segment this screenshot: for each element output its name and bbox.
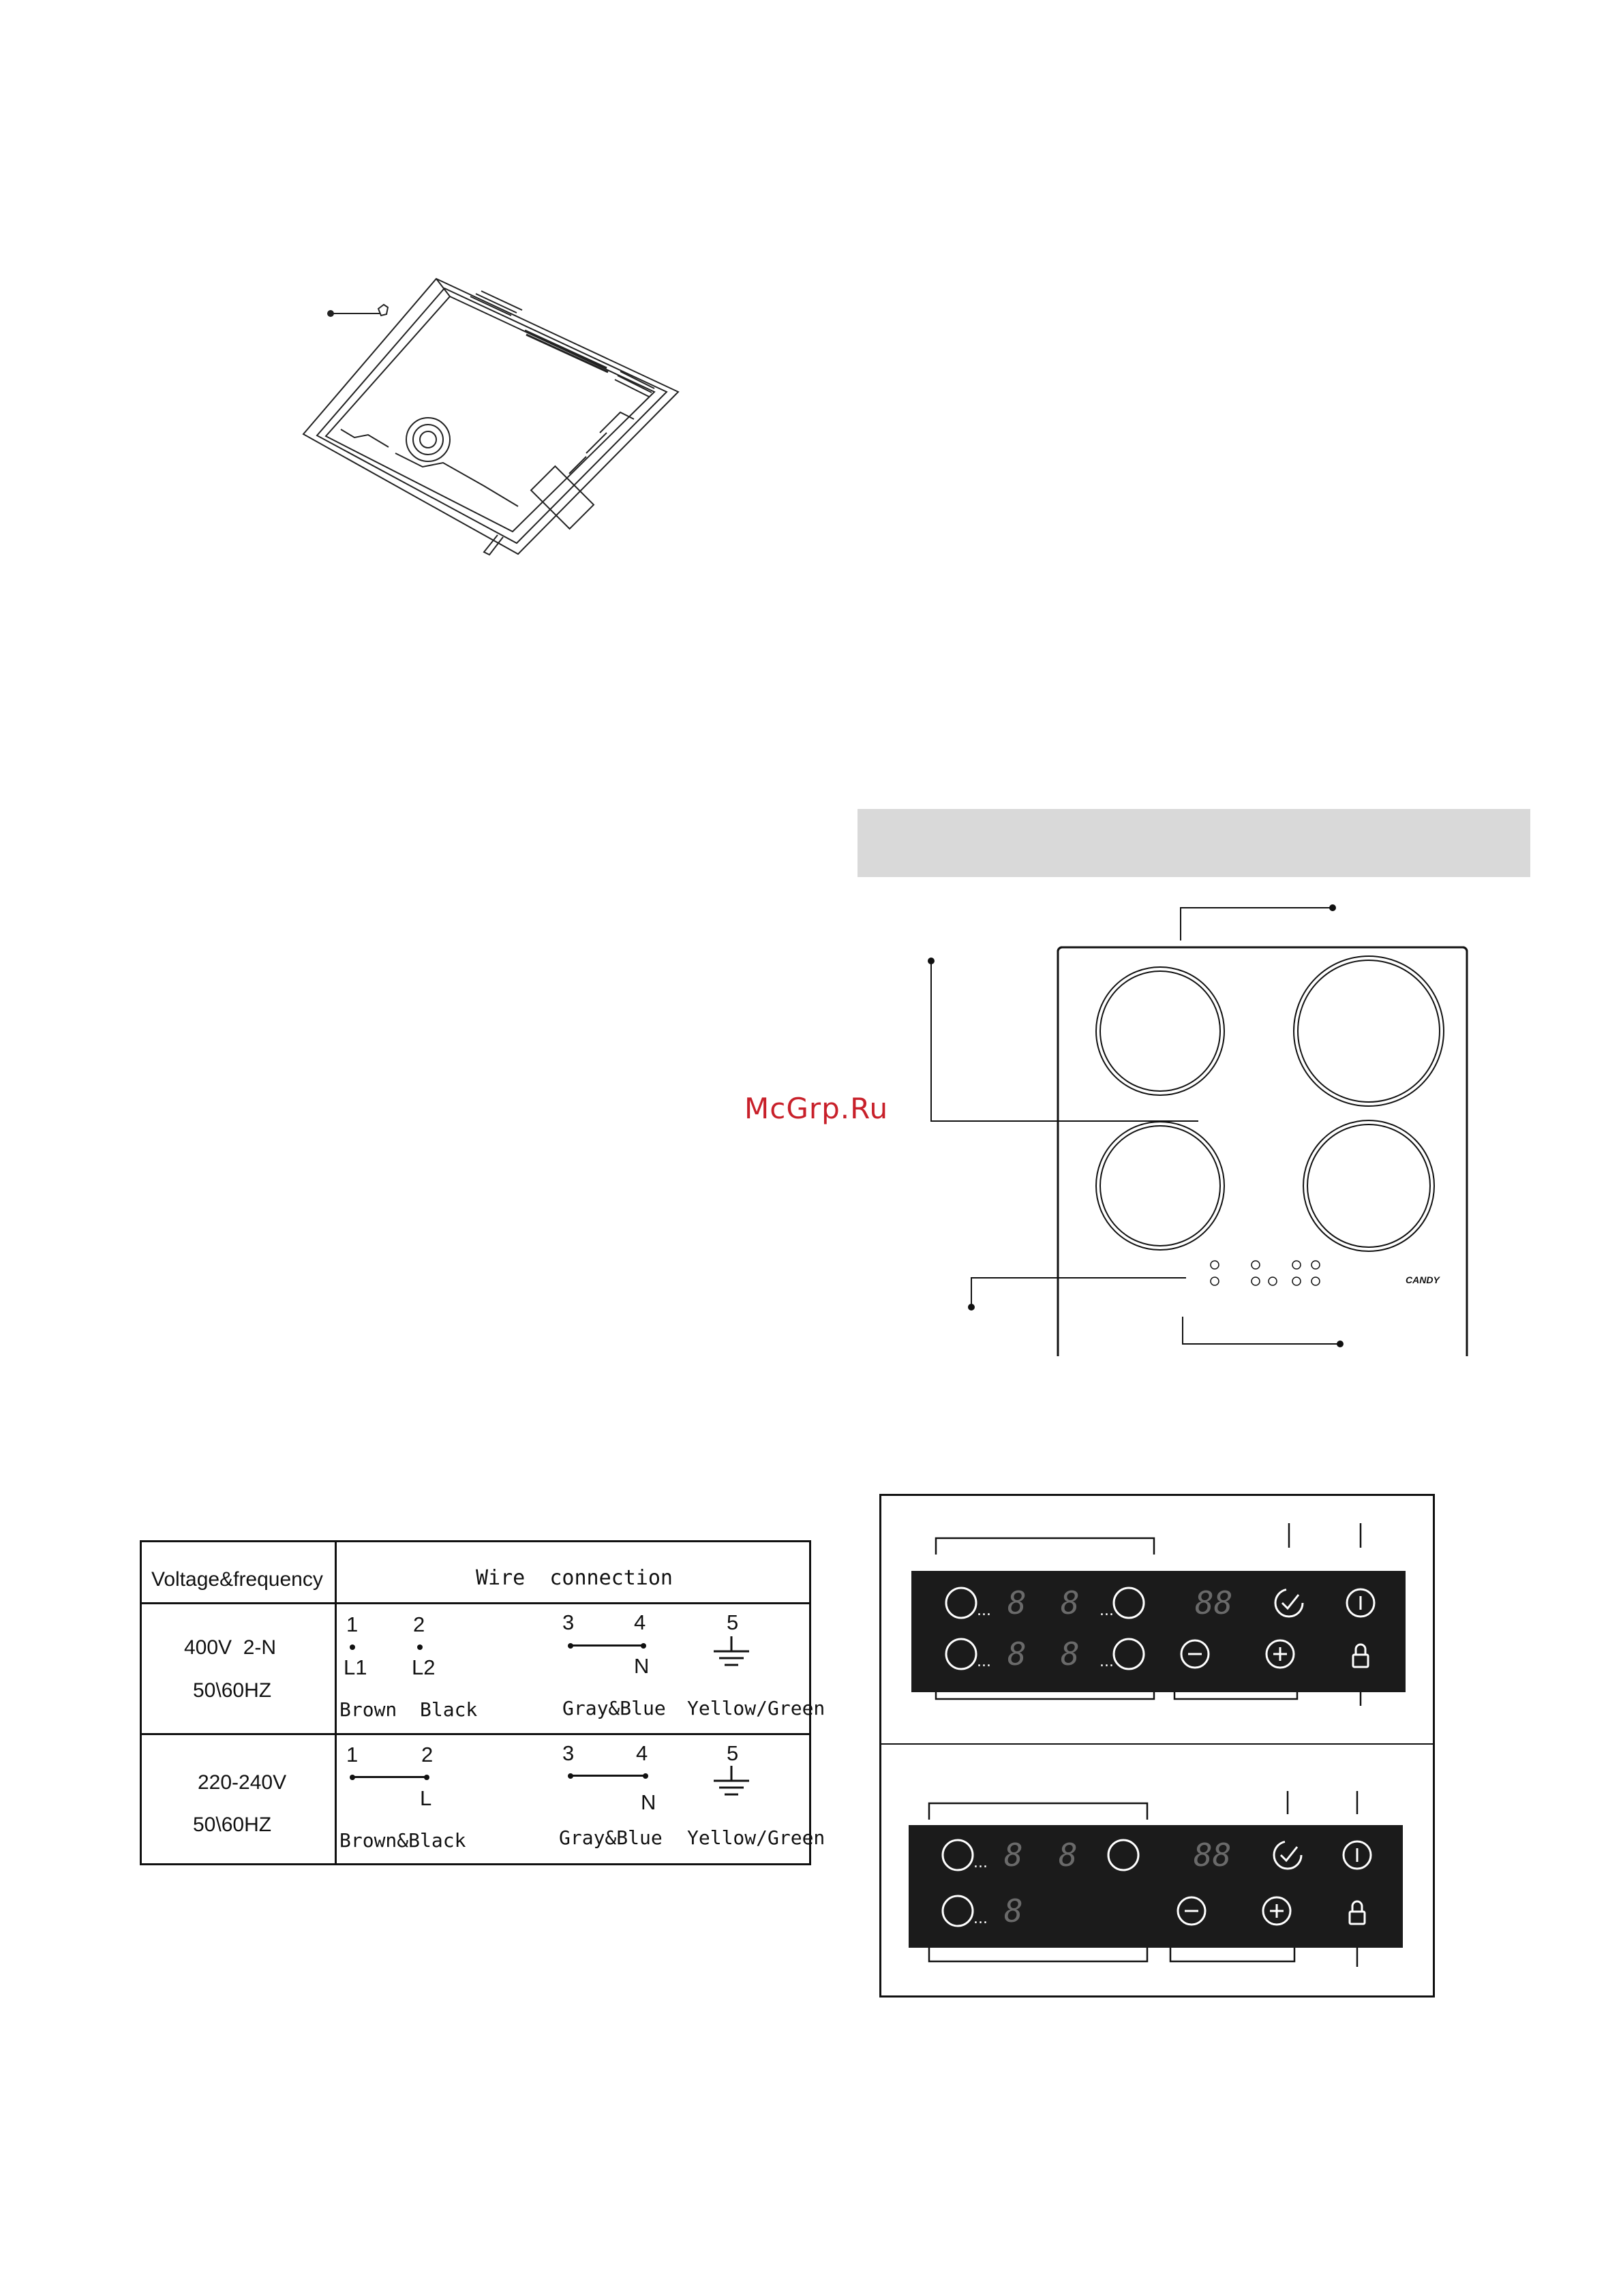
row2-label-N: N: [641, 1790, 656, 1814]
row1-term-4: 4: [634, 1610, 646, 1634]
row1-term-3: 3: [562, 1610, 575, 1634]
earth-symbol-2: [710, 1766, 753, 1807]
row2-color-yellow-green: Yellow/Green: [687, 1826, 825, 1849]
row1-term-2: 2: [413, 1612, 425, 1636]
zone-display-1: 8: [1007, 1585, 1027, 1621]
row1-color-gray-blue: Gray&Blue: [562, 1697, 666, 1719]
svg-text:8: 8: [1059, 1837, 1078, 1873]
touch-panel-3-zone: [881, 1743, 1437, 1997]
row1-label-L1: L1: [344, 1655, 367, 1679]
watermark: McGrp.Ru: [744, 1092, 889, 1125]
earth-symbol: [710, 1636, 753, 1677]
control-panels-box: [879, 1494, 1435, 1997]
row2-term-4: 4: [636, 1741, 648, 1765]
svg-text:...: ...: [977, 1602, 991, 1619]
row2-label-L: L: [420, 1786, 432, 1810]
row2-color-gray-blue: Gray&Blue: [559, 1826, 663, 1849]
row2-term-1: 1: [346, 1743, 359, 1766]
row1-term-1: 1: [346, 1612, 359, 1636]
hob-bottom-view: [300, 276, 688, 562]
svg-text:8: 8: [1004, 1837, 1023, 1873]
table-header-voltage: Voltage&frequency: [151, 1568, 323, 1591]
svg-text:...: ...: [973, 1910, 988, 1927]
zone-display-2: 8: [1061, 1585, 1080, 1621]
svg-text:8: 8: [1004, 1893, 1023, 1929]
section-header-band: [858, 809, 1530, 877]
svg-text:...: ...: [973, 1854, 988, 1871]
touch-panel-4-zone: [881, 1496, 1437, 1743]
svg-text:...: ...: [977, 1653, 991, 1670]
row1-color-yellow-green: Yellow/Green: [687, 1697, 825, 1719]
row2-term-5: 5: [727, 1741, 739, 1765]
zone-display-4: 8: [1061, 1636, 1080, 1672]
row2-frequency: 50\60HZ: [193, 1813, 272, 1836]
table-header-wire: Wire connection: [476, 1566, 673, 1590]
row2-term-3: 3: [562, 1741, 575, 1765]
row1-voltage: 400V 2-N: [184, 1636, 277, 1659]
svg-text:...: ...: [1099, 1653, 1114, 1670]
row2-color-brown-black: Brown&Black: [339, 1829, 466, 1852]
row2-voltage: 220-240V: [198, 1771, 287, 1794]
hob-brand-logo: CANDY: [1406, 1274, 1440, 1285]
row1-label-N: N: [634, 1654, 650, 1678]
row2-term-2: 2: [421, 1743, 434, 1766]
hob-top-view: [913, 893, 1479, 1356]
row1-frequency: 50\60HZ: [193, 1679, 272, 1702]
row1-color-brown-black: Brown Black: [339, 1698, 478, 1721]
svg-text:...: ...: [1099, 1602, 1114, 1619]
svg-text:88: 88: [1194, 1837, 1232, 1873]
zone-display-3: 8: [1007, 1636, 1027, 1672]
timer-display: 88: [1195, 1585, 1233, 1621]
wiring-table: [140, 1540, 825, 1865]
row1-term-5: 5: [727, 1610, 739, 1634]
row1-label-L2: L2: [412, 1655, 436, 1679]
